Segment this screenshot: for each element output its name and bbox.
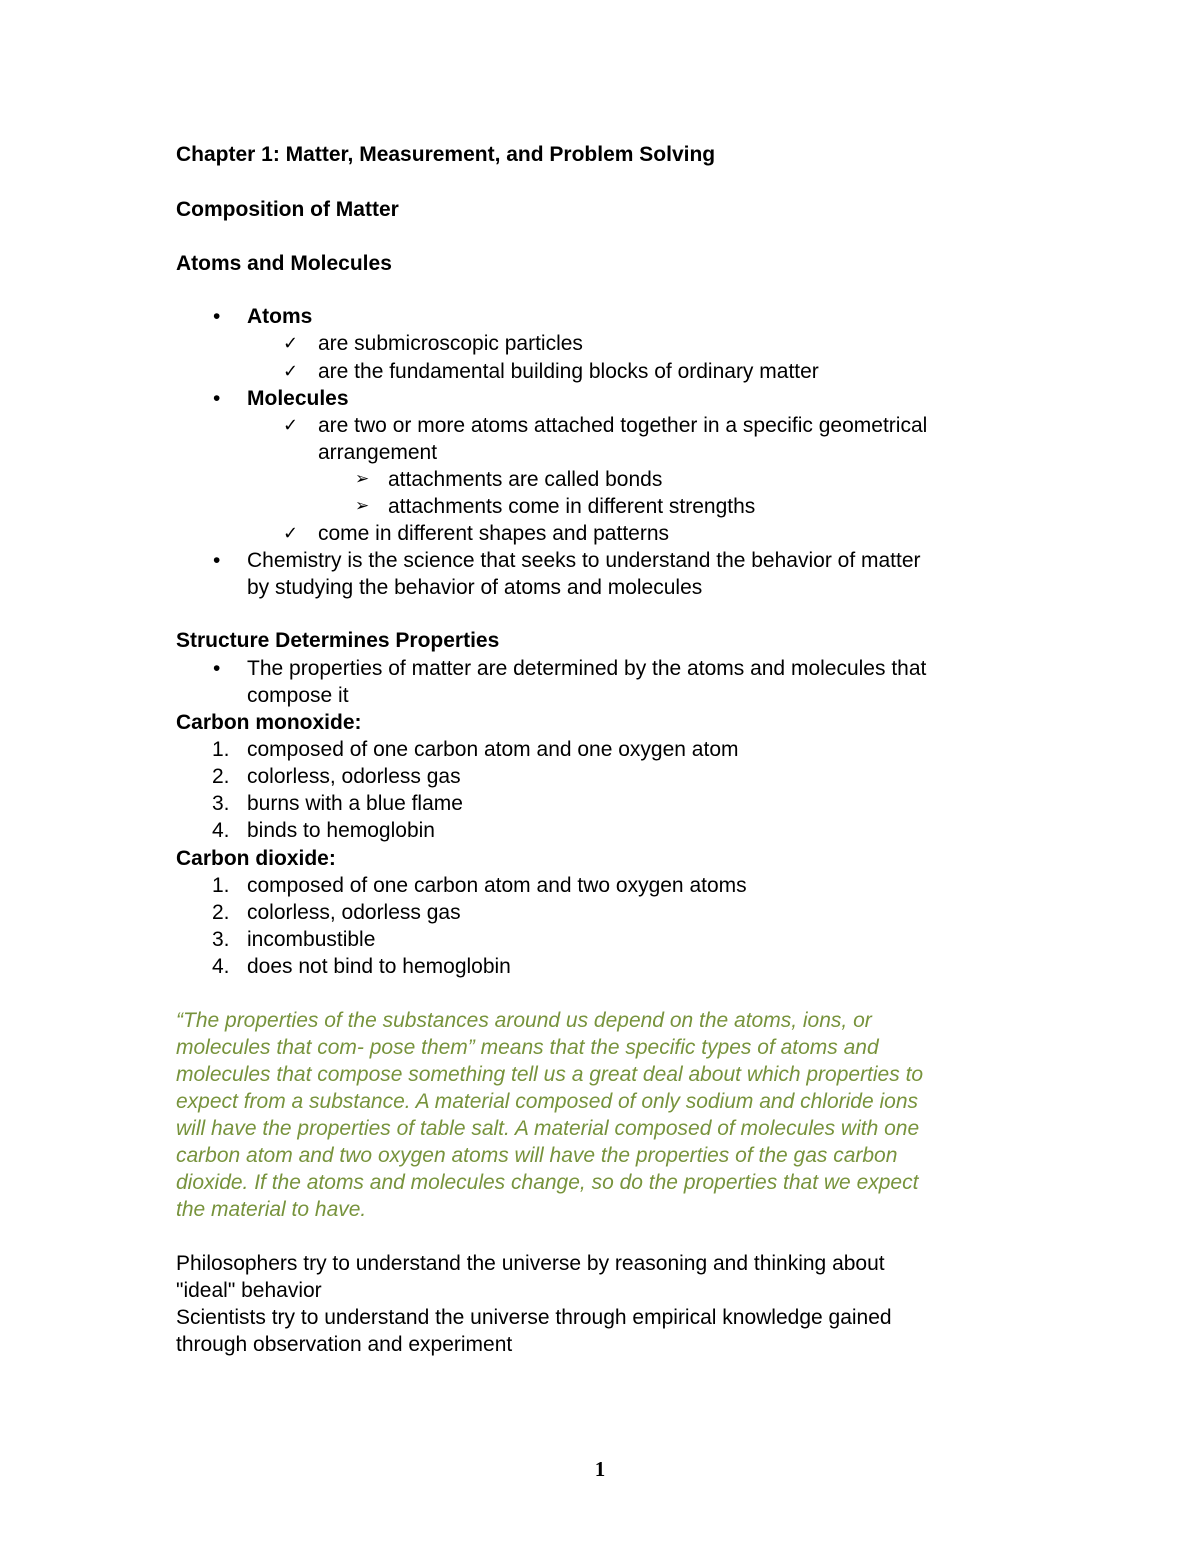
philosophers-text: Philosophers try to understand the universe by reasoning and thinking about (176, 1252, 885, 1275)
bullet-icon: • (213, 305, 221, 328)
molecules-point: are two or more atoms attached together in a specific geometrical (318, 414, 928, 437)
quote-line: dioxide. If the atoms and molecules change, so do the properties that we expect (176, 1171, 919, 1194)
molecules-point-continued: arrangement (318, 441, 438, 464)
list-number: 3. (212, 928, 230, 951)
molecules-subpoint: attachments come in different strengths (388, 495, 756, 518)
quote-line: the material to have. (176, 1198, 367, 1221)
quote-line: molecules that com- pose them” means that the specific types of atoms and (176, 1036, 879, 1059)
bullet-icon: • (213, 549, 221, 572)
page-number: 1 (594, 1457, 606, 1481)
molecules-point: come in different shapes and patterns (318, 522, 670, 545)
atoms-point: are the fundamental building blocks of ordinary matter (318, 360, 819, 383)
list-item: binds to hemoglobin (247, 819, 435, 842)
quote-line: expect from a substance. A material composed of only sodium and chloride ions (176, 1090, 918, 1113)
quote-line: molecules that compose something tell us a great deal about which properties to (176, 1063, 924, 1086)
list-number: 1. (212, 874, 230, 897)
list-item: composed of one carbon atom and one oxygen atom (247, 738, 739, 761)
molecules-term: Molecules (247, 387, 349, 410)
checkmark-icon: ✓ (283, 523, 299, 544)
quote-line: will have the properties of table salt. A material composed of molecules with one (176, 1117, 920, 1140)
scientists-text: Scientists try to understand the universe through empirical knowledge gained (176, 1306, 892, 1329)
structure-heading: Structure Determines Properties (176, 629, 500, 652)
list-item: colorless, odorless gas (247, 765, 461, 788)
bullet-icon: • (213, 657, 221, 680)
list-number: 2. (212, 765, 230, 788)
list-number: 2. (212, 901, 230, 924)
list-item: colorless, odorless gas (247, 901, 461, 924)
checkmark-icon: ✓ (283, 333, 299, 354)
quote-line: “The properties of the substances around us depend on the atoms, ions, or (176, 1009, 872, 1032)
list-item: burns with a blue flame (247, 792, 463, 815)
quote-line: carbon atom and two oxygen atoms will have the properties of the gas carbon (176, 1144, 898, 1167)
subsection-title: Atoms and Molecules (176, 252, 392, 275)
list-number: 4. (212, 819, 230, 842)
scientists-text-continued: through observation and experiment (176, 1333, 513, 1356)
chemistry-definition: Chemistry is the science that seeks to understand the behavior of matter (247, 549, 921, 572)
carbon-dioxide-heading: Carbon dioxide: (176, 847, 336, 870)
list-number: 3. (212, 792, 230, 815)
chemistry-definition-continued: by studying the behavior of atoms and molecules (247, 576, 703, 599)
carbon-monoxide-heading: Carbon monoxide: (176, 711, 362, 734)
arrow-bullet-icon: ➢ (355, 469, 370, 489)
checkmark-icon: ✓ (283, 415, 299, 436)
chapter-title: Chapter 1: Matter, Measurement, and Problem Solving (176, 143, 716, 166)
structure-text-continued: compose it (247, 684, 349, 707)
list-item: composed of one carbon atom and two oxygen atoms (247, 874, 747, 897)
list-number: 4. (212, 955, 230, 978)
list-item: incombustible (247, 928, 376, 951)
arrow-bullet-icon: ➢ (355, 496, 370, 516)
section-title: Composition of Matter (176, 198, 399, 221)
philosophers-text-continued: "ideal" behavior (176, 1279, 322, 1302)
molecules-subpoint: attachments are called bonds (388, 468, 663, 491)
list-item: does not bind to hemoglobin (247, 955, 511, 978)
checkmark-icon: ✓ (283, 361, 299, 382)
structure-text: The properties of matter are determined by the atoms and molecules that (247, 657, 927, 680)
atoms-point: are submicroscopic particles (318, 332, 583, 355)
atoms-term: Atoms (247, 305, 313, 328)
bullet-icon: • (213, 387, 221, 410)
list-number: 1. (212, 738, 230, 761)
